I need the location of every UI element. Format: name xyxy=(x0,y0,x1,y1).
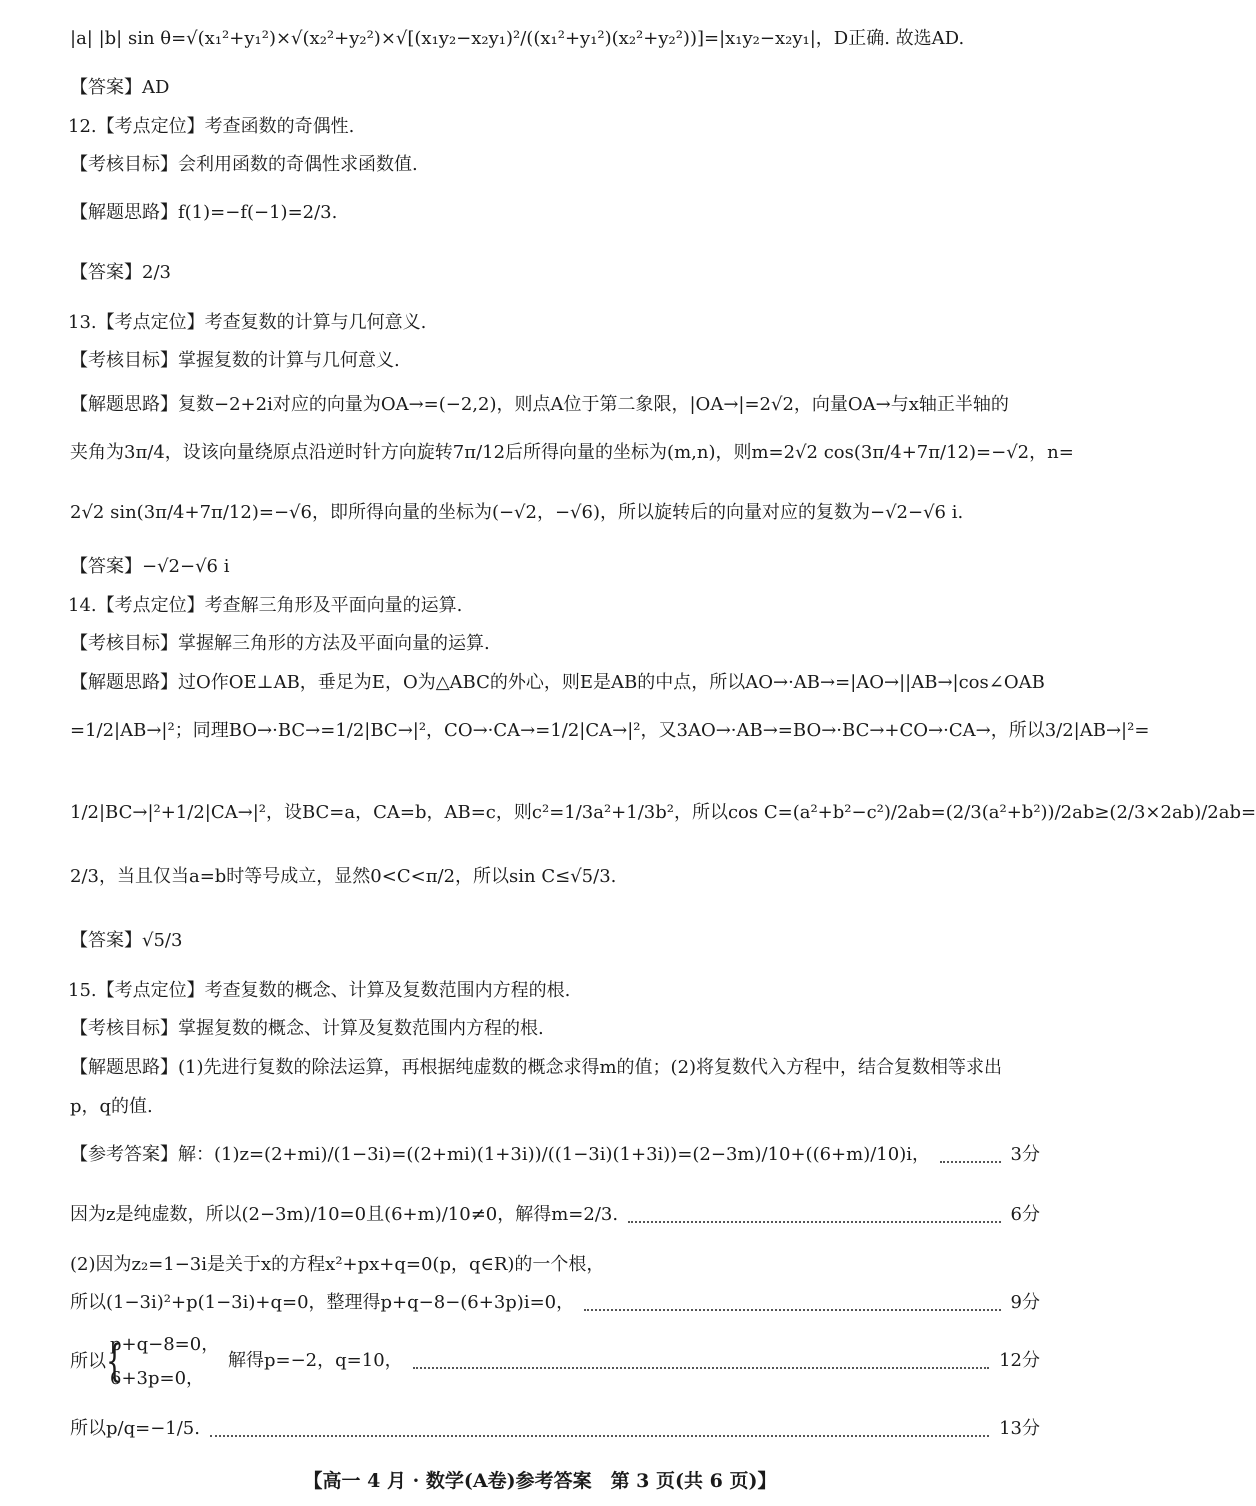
q14-solution-1: 【解题思路】过O作OE⊥AB，垂足为E，O为△ABC的外心，则E是AB的中点，所以AO→·AB→=|AO→||AB→|cos∠OAB xyxy=(70,672,1045,693)
q15-step-5: 解得p=−2，q=10， 12分 xyxy=(228,1346,1040,1376)
q12-topic: 12.【考点定位】考查函数的奇偶性. xyxy=(68,116,355,137)
q15-step-3: (2)因为z₂=1−3i是关于x的方程x²+px+q=0(p，q∈R)的一个根， xyxy=(70,1254,605,1275)
q14-solution-4: 2/3，当且仅当a=b时等号成立，显然0<C<π/2，所以sin C≤√5/3. xyxy=(70,866,617,887)
q12-goal: 【考核目标】会利用函数的奇偶性求函数值. xyxy=(70,154,418,175)
q15-idea-1: 【解题思路】(1)先进行复数的除法运算，再根据纯虚数的概念求得m的值；(2)将复数代入方程中，结合复数相等求出 xyxy=(70,1057,1003,1078)
dot-leader xyxy=(413,1357,989,1369)
q14-goal: 【考核目标】掌握解三角形的方法及平面向量的运算. xyxy=(70,633,490,654)
q15-topic: 15.【考点定位】考查复数的概念、计算及复数范围内方程的根. xyxy=(68,980,571,1001)
score-label: 3分 xyxy=(1010,1144,1040,1165)
dot-leader xyxy=(628,1211,1000,1223)
q13-topic: 13.【考点定位】考查复数的计算与几何意义. xyxy=(68,312,427,333)
q14-topic: 14.【考点定位】考查解三角形及平面向量的运算. xyxy=(68,595,463,616)
answer-14: 【答案】√5/3 xyxy=(70,930,183,951)
q13-solution-2: 夹角为3π/4，设该向量绕原点沿逆时针方向旋转7π/12后所得向量的坐标为(m,n)，则m=2√2 cos(3π/4+7π/12)=−√2，n= xyxy=(70,442,1074,463)
score-label: 9分 xyxy=(1010,1292,1040,1313)
q15-step-6: 所以p/q=−1/5. 13分 xyxy=(70,1414,1040,1444)
system-eq-2: 6+3p=0， xyxy=(110,1368,205,1389)
dot-leader xyxy=(940,1151,1001,1163)
brace-glyph: { xyxy=(106,1336,123,1387)
q14-solution-3: 1/2|BC→|²+1/2|CA→|²，设BC=a，CA=b，AB=c，则c²=1/3a²+1/3b²，所以cos C=(a²+b²−c²)/2ab=(2/3(a²+b²))/2ab≥(2/3×2ab)/2ab= xyxy=(70,802,1256,823)
q15-step-4: 所以(1−3i)²+p(1−3i)+q=0，整理得p+q−8−(6+3p)i=0， 9分 xyxy=(70,1288,1040,1318)
score-label: 6分 xyxy=(1010,1204,1040,1225)
score-label: 13分 xyxy=(999,1418,1040,1439)
line-vector-area: |a| |b| sin θ=√(x₁²+y₁²)×√(x₂²+y₂²)×√[(x₁y₂−x₂y₁)²/((x₁²+y₁²)(x₂²+y₂²))]=|x₁y₂−x₂y₁|，D正确. 故选AD. xyxy=(70,28,965,49)
q13-goal: 【考核目标】掌握复数的计算与几何意义. xyxy=(70,350,400,371)
score-label: 12分 xyxy=(999,1350,1040,1371)
q12-solution: 【解题思路】f(1)=−f(−1)=2/3. xyxy=(70,202,338,223)
q15-step-1: 【参考答案】解：(1)z=(2+mi)/(1−3i)=((2+mi)(1+3i))/((1−3i)(1+3i))=(2−3m)/10+((6+m)/10)i， 3分 xyxy=(70,1140,1040,1170)
page-footer: 【高一 4 月 · 数学(A卷)参考答案 第 3 页(共 6 页)】 xyxy=(303,1470,777,1492)
answer-12: 【答案】2/3 xyxy=(70,262,171,283)
q15-goal: 【考核目标】掌握复数的概念、计算及复数范围内方程的根. xyxy=(70,1018,544,1039)
dot-leader xyxy=(210,1425,989,1437)
q15-step-2: 因为z是纯虚数，所以(2−3m)/10=0且(6+m)/10≠0，解得m=2/3. 6分 xyxy=(70,1200,1040,1230)
dot-leader xyxy=(584,1299,1000,1311)
q13-solution-3: 2√2 sin(3π/4+7π/12)=−√6，即所得向量的坐标为(−√2，−√6)，所以旋转后的向量对应的复数为−√2−√6 i. xyxy=(70,502,964,523)
equation-system: 所以 { p+q−8=0， 6+3p=0， xyxy=(70,1330,430,1394)
q14-solution-2: =1/2|AB→|²；同理BO→·BC→=1/2|BC→|²，CO→·CA→=1/2|CA→|²，又3AO→·AB→=BO→·BC→+CO→·CA→，所以3/2|AB→|²= xyxy=(70,720,1150,741)
q13-solution-1: 【解题思路】复数−2+2i对应的向量为OA→=(−2,2)，则点A位于第二象限，|OA→|=2√2，向量OA→与x轴正半轴的 xyxy=(70,394,1009,415)
q15-idea-2: p，q的值. xyxy=(70,1096,153,1117)
answer-13: 【答案】−√2−√6 i xyxy=(70,556,230,577)
answer-11: 【答案】AD xyxy=(70,77,170,98)
system-eq-1: p+q−8=0， xyxy=(110,1334,220,1355)
